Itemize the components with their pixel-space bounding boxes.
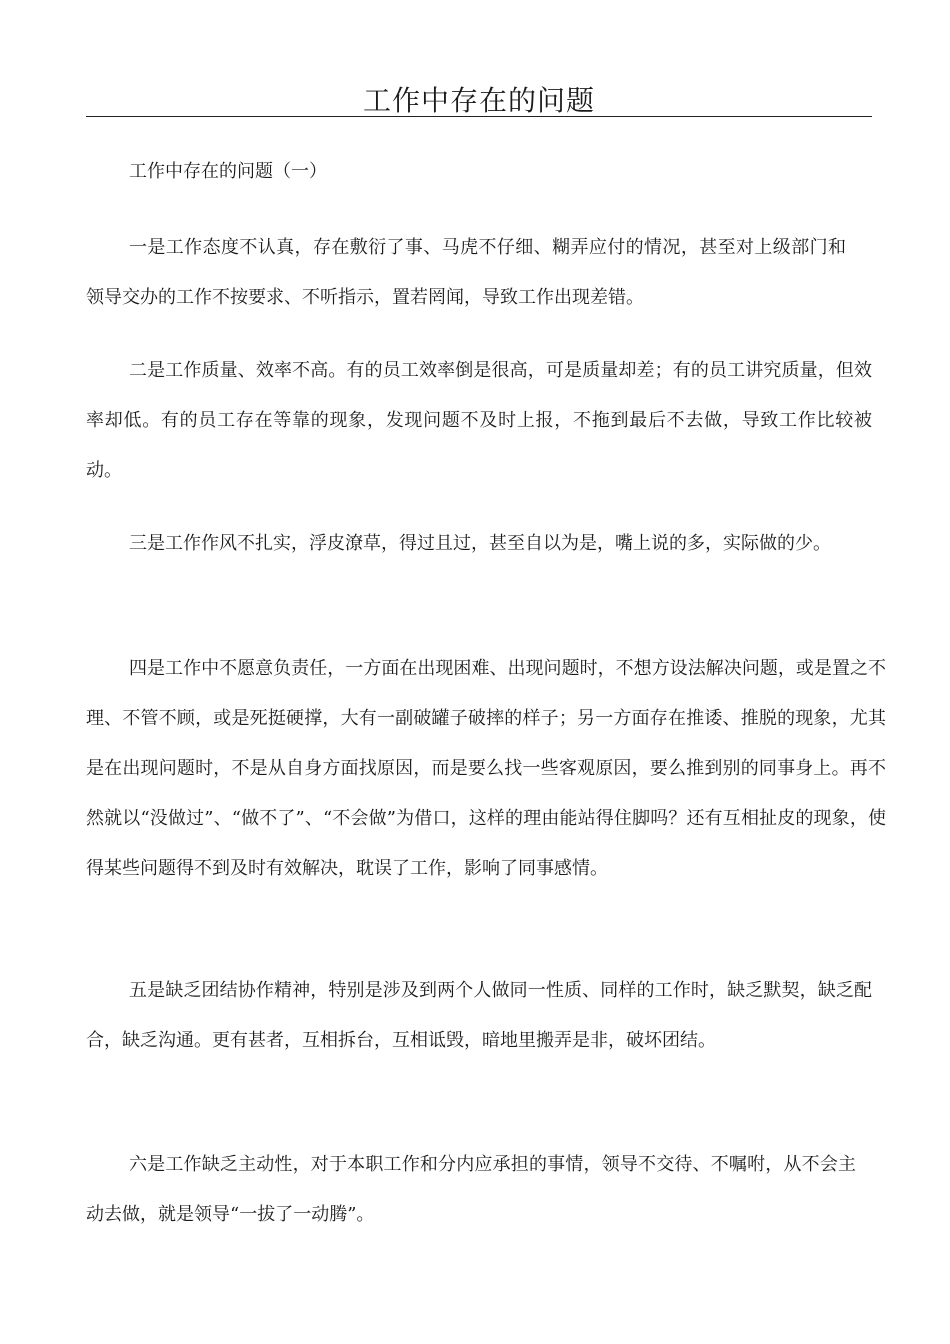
paragraph-5: 五是缺乏团结协作精神，特别是涉及到两个人做同一性质、同样的工作时，缺乏默契，缺乏配合，缺乏沟通。更有甚者，互相拆台，互相诋毁，暗地里搬弄是非，破坏团结。: [86, 980, 872, 1051]
paragraph-6: 六是工作缺乏主动性，对于本职工作和分内应承担的事情，领导不交待、不嘱咐，从不会主动去做，就是领导“一拔了一动腾”。: [86, 1154, 856, 1225]
section-heading: 工作中存在的问题（一）: [129, 161, 327, 182]
paragraph-2: 二是工作质量、效率不高。有的员工效率倒是很高，可是质量却差；有的员工讲究质量，但效率却低。有的员工存在等靠的现象，发现问题不及时上报，不拖到最后不去做，导致工作比较被动。: [86, 360, 872, 481]
title-underline: [86, 116, 872, 117]
paragraph-1: 一是工作态度不认真，存在敷衍了事、马虎不仔细、糊弄应付的情况，甚至对上级部门和领导交办的工作不按要求、不听指示，置若罔闻，导致工作出现差错。: [86, 237, 846, 308]
document-title: 工作中存在的问题: [362, 84, 595, 117]
paragraph-4: 四是工作中不愿意负责任，一方面在出现困难、出现问题时，不想方设法解决问题，或是置之不理、不管不顾，或是死挺硬撑，大有一副破罐子破摔的样子；另一方面存在推诿、推脱的现象，尤其是在出现问题时，不是从自身方面找原因，而是要么找一些客观原因，要么推到别的同事身上。再不然就以“没做过”、“做不了”、“不会做”为借口，这样的理由能站得住脚吗？还有互相扯皮的现象，使得某些问题得不到及时有效解决，耽误了工作，影响了同事感情。: [86, 658, 886, 879]
paragraph-3: 三是工作作风不扎实，浮皮潦草，得过且过，甚至自以为是，嘴上说的多，实际做的少。: [129, 533, 831, 554]
